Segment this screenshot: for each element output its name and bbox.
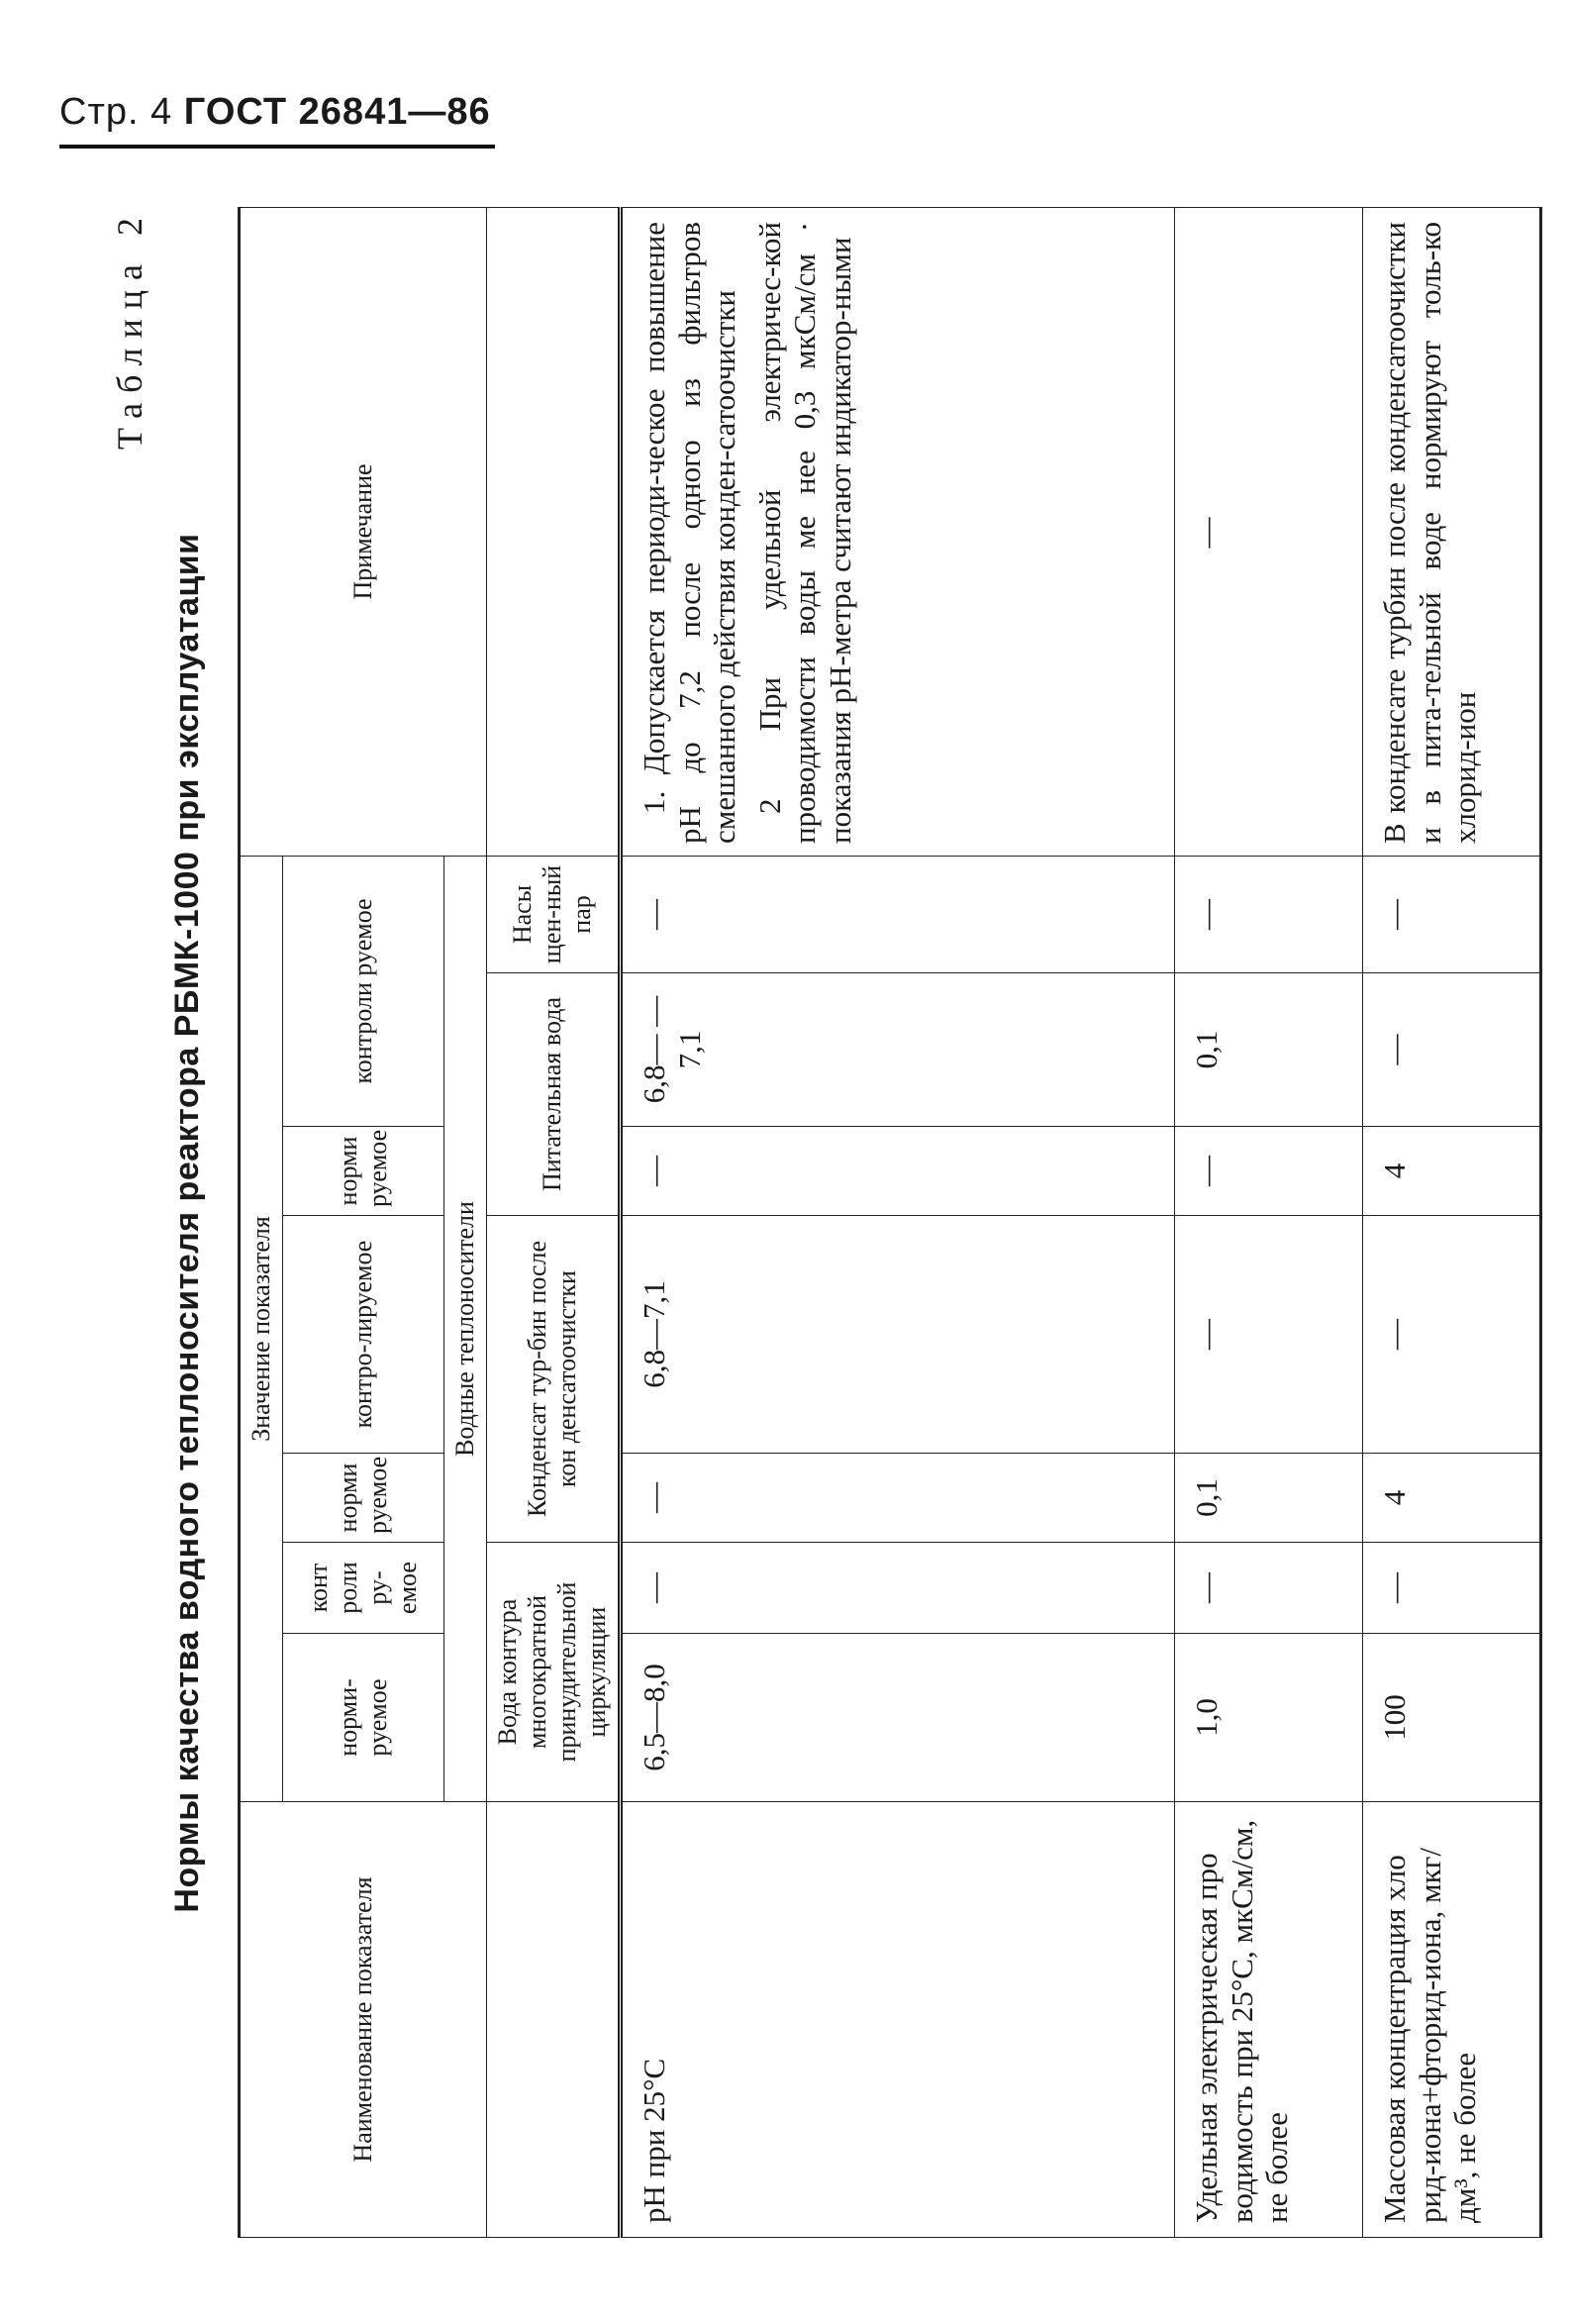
note-paragraph: 1. Допускается периоди-ческое повышение pH до 7,2 после одного из фильтров смешанного действия конден-сатоочистки xyxy=(636,221,742,844)
row-note: В конденсате турбин после конденсатоочистки и в пита-тельной воде нормируют толь-ко хлорид-ион xyxy=(1362,207,1540,856)
cell-value: 100 xyxy=(1362,1634,1540,1802)
note-paragraph: 2 При удельной электричес-кой проводимости воды ме нее 0,3 мкСм/см · показания pH-метра считают индикатор-ными xyxy=(751,221,858,844)
cell-value: — xyxy=(1174,1127,1362,1216)
header-col-condensate: Конденсат тур-бин после кон денсатоочистки xyxy=(486,1216,620,1543)
header-controlled-2: контро-лируемое xyxy=(282,1216,443,1454)
cell-value: 1,0 xyxy=(1174,1634,1362,1802)
header-coolants-group: Водные теплоносители xyxy=(443,856,486,1801)
cell-value: — xyxy=(1174,856,1362,972)
cell-value: — xyxy=(1362,1216,1540,1454)
cell-value: — xyxy=(1362,1543,1540,1634)
cell-value: 4 xyxy=(1362,1454,1540,1543)
cell-value: — xyxy=(620,1543,1174,1634)
row-name: Массовая концентрация хло рид-иона+фторид-иона, мкг/дм³, не более xyxy=(1362,1802,1540,2238)
norms-table xyxy=(238,207,1542,2238)
header-values-group: Значение показателя xyxy=(240,856,283,1801)
cell-value: — xyxy=(1174,1216,1362,1454)
standard-number: ГОСТ 26841—86 xyxy=(183,91,491,133)
header-controlled-3: контроли руемое xyxy=(282,856,443,1126)
table-row xyxy=(1362,207,1540,2237)
table-row xyxy=(620,207,1174,2237)
page-number: Стр. 4 xyxy=(59,91,173,133)
cell-value: — xyxy=(1174,1543,1362,1634)
cell-value: — xyxy=(1362,856,1540,972)
cell-value: 0,1 xyxy=(1174,973,1362,1127)
header-normalized-2: норми руемое xyxy=(282,1454,443,1543)
header-col-steam: Насы щен-ный пар xyxy=(486,856,620,972)
cell-value: 0,1 xyxy=(1174,1454,1362,1543)
page-header xyxy=(59,91,491,134)
row-name: pH при 25°C xyxy=(620,1802,1174,2238)
row-note: — xyxy=(1174,207,1362,856)
header-controlled-1: конт роли ру-емое xyxy=(282,1543,443,1634)
cell-value: 6,8—7,1 xyxy=(620,1216,1174,1454)
cell-value: 6,8— —7,1 xyxy=(620,973,1174,1127)
table-title-block xyxy=(109,208,238,2238)
header-col-water-circuit: Вода контура многократной принудительной циркуляции xyxy=(486,1543,620,1802)
cell-value: 6,5—8,0 xyxy=(620,1634,1174,1802)
cell-value: — xyxy=(620,1127,1174,1216)
cell-value: — xyxy=(1362,973,1540,1127)
header-row-4 xyxy=(486,207,620,2237)
table-caption: Таблица 2 xyxy=(110,208,149,450)
cell-value: 4 xyxy=(1362,1127,1540,1216)
header-row-1 xyxy=(240,207,283,2237)
header-normalized-1: норми-руемое xyxy=(282,1634,443,1802)
row-note xyxy=(620,207,1174,856)
header-name: Наименование показателя xyxy=(240,1802,487,2238)
header-rule xyxy=(59,145,495,149)
cell-value: — xyxy=(620,856,1174,972)
header-col-feed-water: Питательная вода xyxy=(486,973,620,1216)
table-row xyxy=(1174,207,1362,2237)
table-title: Нормы качества водного теплоносителя реактора РБМК-1000 при эксплуатации xyxy=(168,533,206,1913)
rotated-table-region xyxy=(109,208,1485,2238)
header-normalized-3: норми руемое xyxy=(282,1127,443,1216)
header-note: Примечание xyxy=(240,207,487,856)
row-name: Удельная электрическая про водимость при 25°C, мкСм/см, не более xyxy=(1174,1802,1362,2238)
cell-value: — xyxy=(620,1454,1174,1543)
